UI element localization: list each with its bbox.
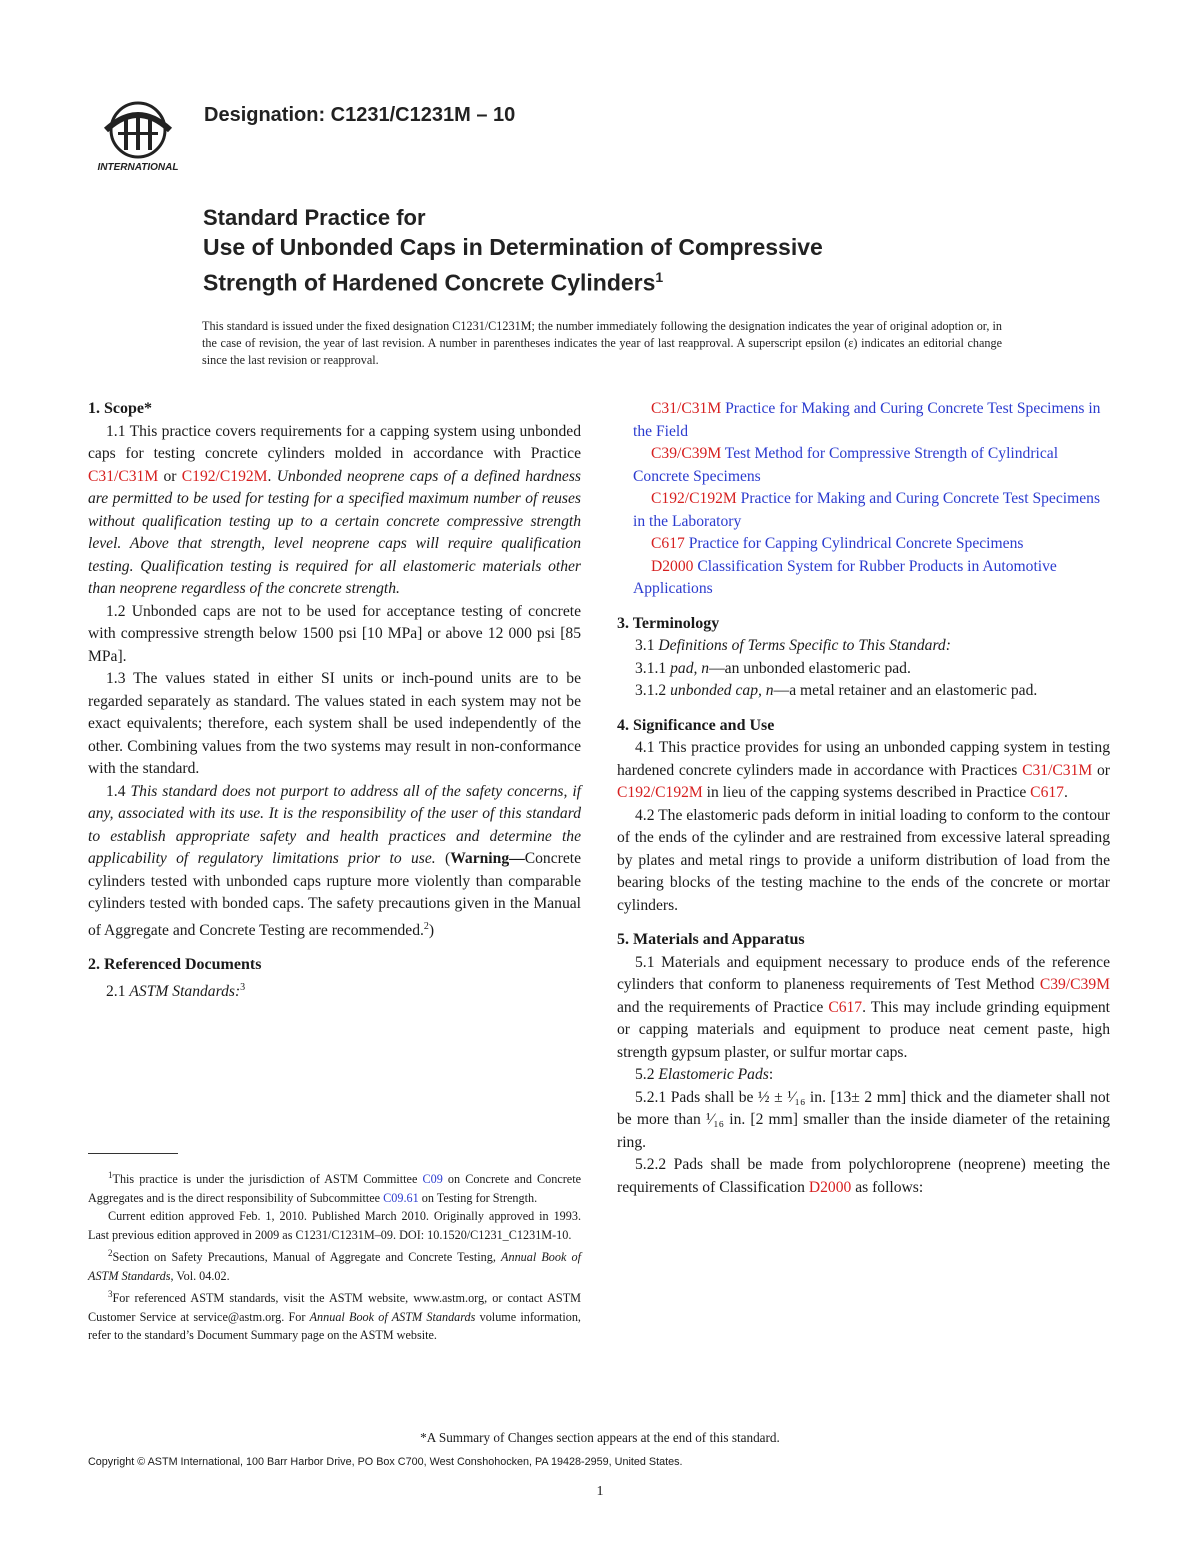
title-footnote-ref[interactable]: 1 bbox=[655, 269, 664, 285]
ref-title-link[interactable]: Practice for Making and Curing Concrete Test Specimens in the Field bbox=[633, 400, 1101, 440]
ref-title-link[interactable]: Practice for Making and Curing Concrete Test Specimens in the Laboratory bbox=[633, 490, 1101, 530]
footnote-divider bbox=[88, 1153, 178, 1154]
link-c617[interactable]: C617 bbox=[828, 998, 863, 1016]
link-d2000[interactable]: D2000 bbox=[808, 1178, 852, 1196]
scope-1-4: 1.4 This standard does not purport to address all of the safety concerns, if any, associated with its use. It is the responsibility of the user of this standard to establish appropriate safety and health practices and determine the applicability of regulatory limitations prior to use. (Warning—Concrete cylinders tested with unbonded caps rupture more violently than comparable cylinders tested with bonded caps. The safety precautions given in the Manual of Aggregate and Concrete Testing are recommended.$^2$) bbox=[88, 782, 582, 939]
scope-1-1: 1.1 This practice covers requirements for a capping system using unbonded caps for testing concrete cylinders molded in accordance with Practice C31/C31M or C192/C192M. Unbonded neoprene caps of a defined hardness are permitted to be used for testing for a specified maximum number of reuses without qualification testing up to a certain concrete compressive strength level. Above that strength, level neoprene caps will require qualification testing. Qualification testing is required for all elastomeric materials other than neoprene regardless of the concrete strength. bbox=[88, 422, 581, 597]
astm-logo bbox=[88, 96, 188, 176]
copyright: Copyright © ASTM International, 100 Barr Harbor Drive, PO Box C700, West Conshohocken, PA 19428-2959, United States. bbox=[88, 1456, 683, 1468]
scope-1-2: 1.2 Unbonded caps are not to be used for acceptance testing of concrete with compressive strength below 1500 psi [10 MPa] or above 12 000 psi [85 MPa]. bbox=[88, 602, 581, 665]
ref-code-link[interactable]: C39/C39M bbox=[651, 445, 722, 462]
significance-4-1: 4.1 This practice provides for using an unbonded capping system in testing hardened concrete cylinders made in accordance with Practices C31/C31M or C192/C192M in lieu of the capping systems described in Practice C617. bbox=[617, 739, 1110, 801]
page-number: 1 bbox=[596, 1484, 604, 1499]
logo-subtext: INTERNATIONAL bbox=[97, 162, 179, 173]
significance-heading: 4. Significance and Use bbox=[617, 716, 775, 734]
summary-of-changes-note: *A Summary of Changes section appears at the end of this standard. bbox=[420, 1430, 780, 1445]
link-c192[interactable]: C192/C192M bbox=[181, 467, 268, 485]
ref-code-link[interactable]: C617 bbox=[651, 535, 685, 552]
link-c192[interactable]: C192/C192M bbox=[617, 784, 703, 801]
footnote-2: $^2$Section on Safety Precautions, Manual of Aggregate and Concrete Testing, Annual Book of ASTM Standards, Vol. 04.02. bbox=[88, 1248, 581, 1283]
terminology-heading: 3. Terminology bbox=[617, 614, 720, 632]
link-c09[interactable]: C09 bbox=[422, 1172, 443, 1187]
link-c09-61[interactable]: C09.61 bbox=[383, 1190, 419, 1205]
terminology-3-1-2: 3.1.2 unbonded cap, n—a metal retainer and an elastomeric pad. bbox=[635, 682, 1038, 699]
title-line-1: Standard Practice for bbox=[203, 205, 426, 230]
ref-code-link[interactable]: C31/C31M bbox=[651, 400, 722, 417]
refdocs-heading: 2. Referenced Documents bbox=[88, 956, 262, 974]
ref-title-link[interactable]: Test Method for Compressive Strength of Cylindrical Concrete Specimens bbox=[633, 445, 1059, 485]
title-block bbox=[203, 204, 1023, 298]
footnote-ref-3[interactable]: 3 bbox=[240, 981, 246, 993]
footnote-edition: Current edition approved Feb. 1, 2010. Published March 2010. Originally approved in 1993. Last previous edition approved in 2009 as C1231/C1231M–09. DOI: 10.1520/C1231_C1231M-10. bbox=[88, 1209, 581, 1242]
terminology-3-1-1: 3.1.1 pad, n—an unbonded elastomeric pad. bbox=[635, 659, 911, 677]
scope-heading: 1. Scope* bbox=[88, 400, 152, 417]
terminology-3-1: 3.1 Definitions of Terms Specific to This Standard: bbox=[635, 637, 951, 654]
footnote-3: $^3$For referenced ASTM standards, visit the ASTM website, www.astm.org, or contact ASTM Customer Service at service@astm.org. For Annual Book of ASTM Standards volume information, refer to the standard’s Document Summary page on the ASTM website. bbox=[88, 1289, 581, 1343]
materials-5-2-2: 5.2.2 Pads shall be made from polychloroprene (neoprene) meeting the requirements of Classification D2000 as follows: bbox=[617, 1156, 1110, 1196]
ref-title-link[interactable]: Practice for Capping Cylindrical Concrete Specimens bbox=[684, 535, 1024, 552]
significance-4-2: 4.2 The elastomeric pads deform in initial loading to conform to the contour of the ends of the cylinder and are restrained from excessive lateral spreading by plates and metal rings to provide a uniform distribution of load from the bearing blocks of the testing machine to the ends of the concrete or mortar cylinders. bbox=[617, 806, 1110, 914]
link-c31[interactable]: C31/C31M bbox=[88, 467, 159, 485]
ref-item bbox=[617, 443, 1110, 488]
materials-heading: 5. Materials and Apparatus bbox=[617, 931, 805, 948]
right-column bbox=[617, 398, 1110, 1199]
ref-title-link[interactable]: Classification System for Rubber Products in Automotive Applications bbox=[633, 557, 1057, 597]
materials-5-2-1: 5.2.1 Pads shall be ½ ± ¹⁄₁₆ in. [13± 2 mm] thick and the diameter shall not be more than ¹⁄₁₆ in. [2 mm] smaller than the inside diameter of the retaining ring. bbox=[617, 1088, 1110, 1151]
ref-item bbox=[617, 533, 1110, 556]
footnote-ref-2[interactable]: 2 bbox=[423, 920, 429, 932]
designation: Designation: C1231/C1231M – 10 bbox=[204, 104, 516, 126]
link-c31[interactable]: C31/C31M bbox=[1022, 761, 1093, 779]
ref-code-link[interactable]: D2000 bbox=[651, 557, 694, 575]
referenced-standards-list bbox=[617, 398, 1110, 601]
ref-item bbox=[617, 398, 1110, 443]
issue-note: This standard is issued under the fixed designation C1231/C1231M; the number immediately following the designation indicates the year of original adoption or, in the case of revision, the year of last revision. A number in parentheses indicates the year of last reapproval. A superscript epsilon (ε) indicates an editorial change since the last revision or reapproval. bbox=[202, 319, 1002, 367]
ref-code-link[interactable]: C192/C192M bbox=[651, 490, 737, 507]
title-line-2: Use of Unbonded Caps in Determination of Compressive bbox=[203, 234, 823, 260]
refdocs-2-1: 2.1 ASTM Standards:$^3$ bbox=[106, 981, 246, 1000]
title-line-3: Strength of Hardened Concrete Cylinders$^1$ bbox=[203, 269, 664, 296]
footnotes bbox=[88, 1166, 581, 1345]
ref-item bbox=[617, 556, 1110, 601]
ref-item bbox=[617, 488, 1110, 533]
link-c39[interactable]: C39/C39M bbox=[1039, 976, 1110, 993]
left-column bbox=[88, 398, 581, 1003]
materials-5-2: 5.2 Elastomeric Pads: bbox=[635, 1066, 774, 1083]
footnote-1: $^1$This practice is under the jurisdiction of ASTM Committee C09 on Concrete and Concrete Aggregates and is the direct responsibility of Subcommittee C09.61 on Testing for Strength. bbox=[88, 1170, 582, 1205]
scope-1-3: 1.3 The values stated in either SI units or inch-pound units are to be regarded separately as standard. The values stated in each system may not be exact equivalents; therefore, each system shall be used independently of the other. Combining values from the two systems may result in non-conformance with the standard. bbox=[88, 670, 581, 777]
link-c617[interactable]: C617 bbox=[1030, 784, 1064, 801]
materials-5-1: 5.1 Materials and equipment necessary to produce ends of the reference cylinders that conform to planeness requirements of Test Method C39/C39M and the requirements of Practice C617. This may include grinding equipment or capping materials and equipment to produce neat cement paste, high strength gypsum plaster, or sulfur mortar caps. bbox=[617, 953, 1110, 1061]
